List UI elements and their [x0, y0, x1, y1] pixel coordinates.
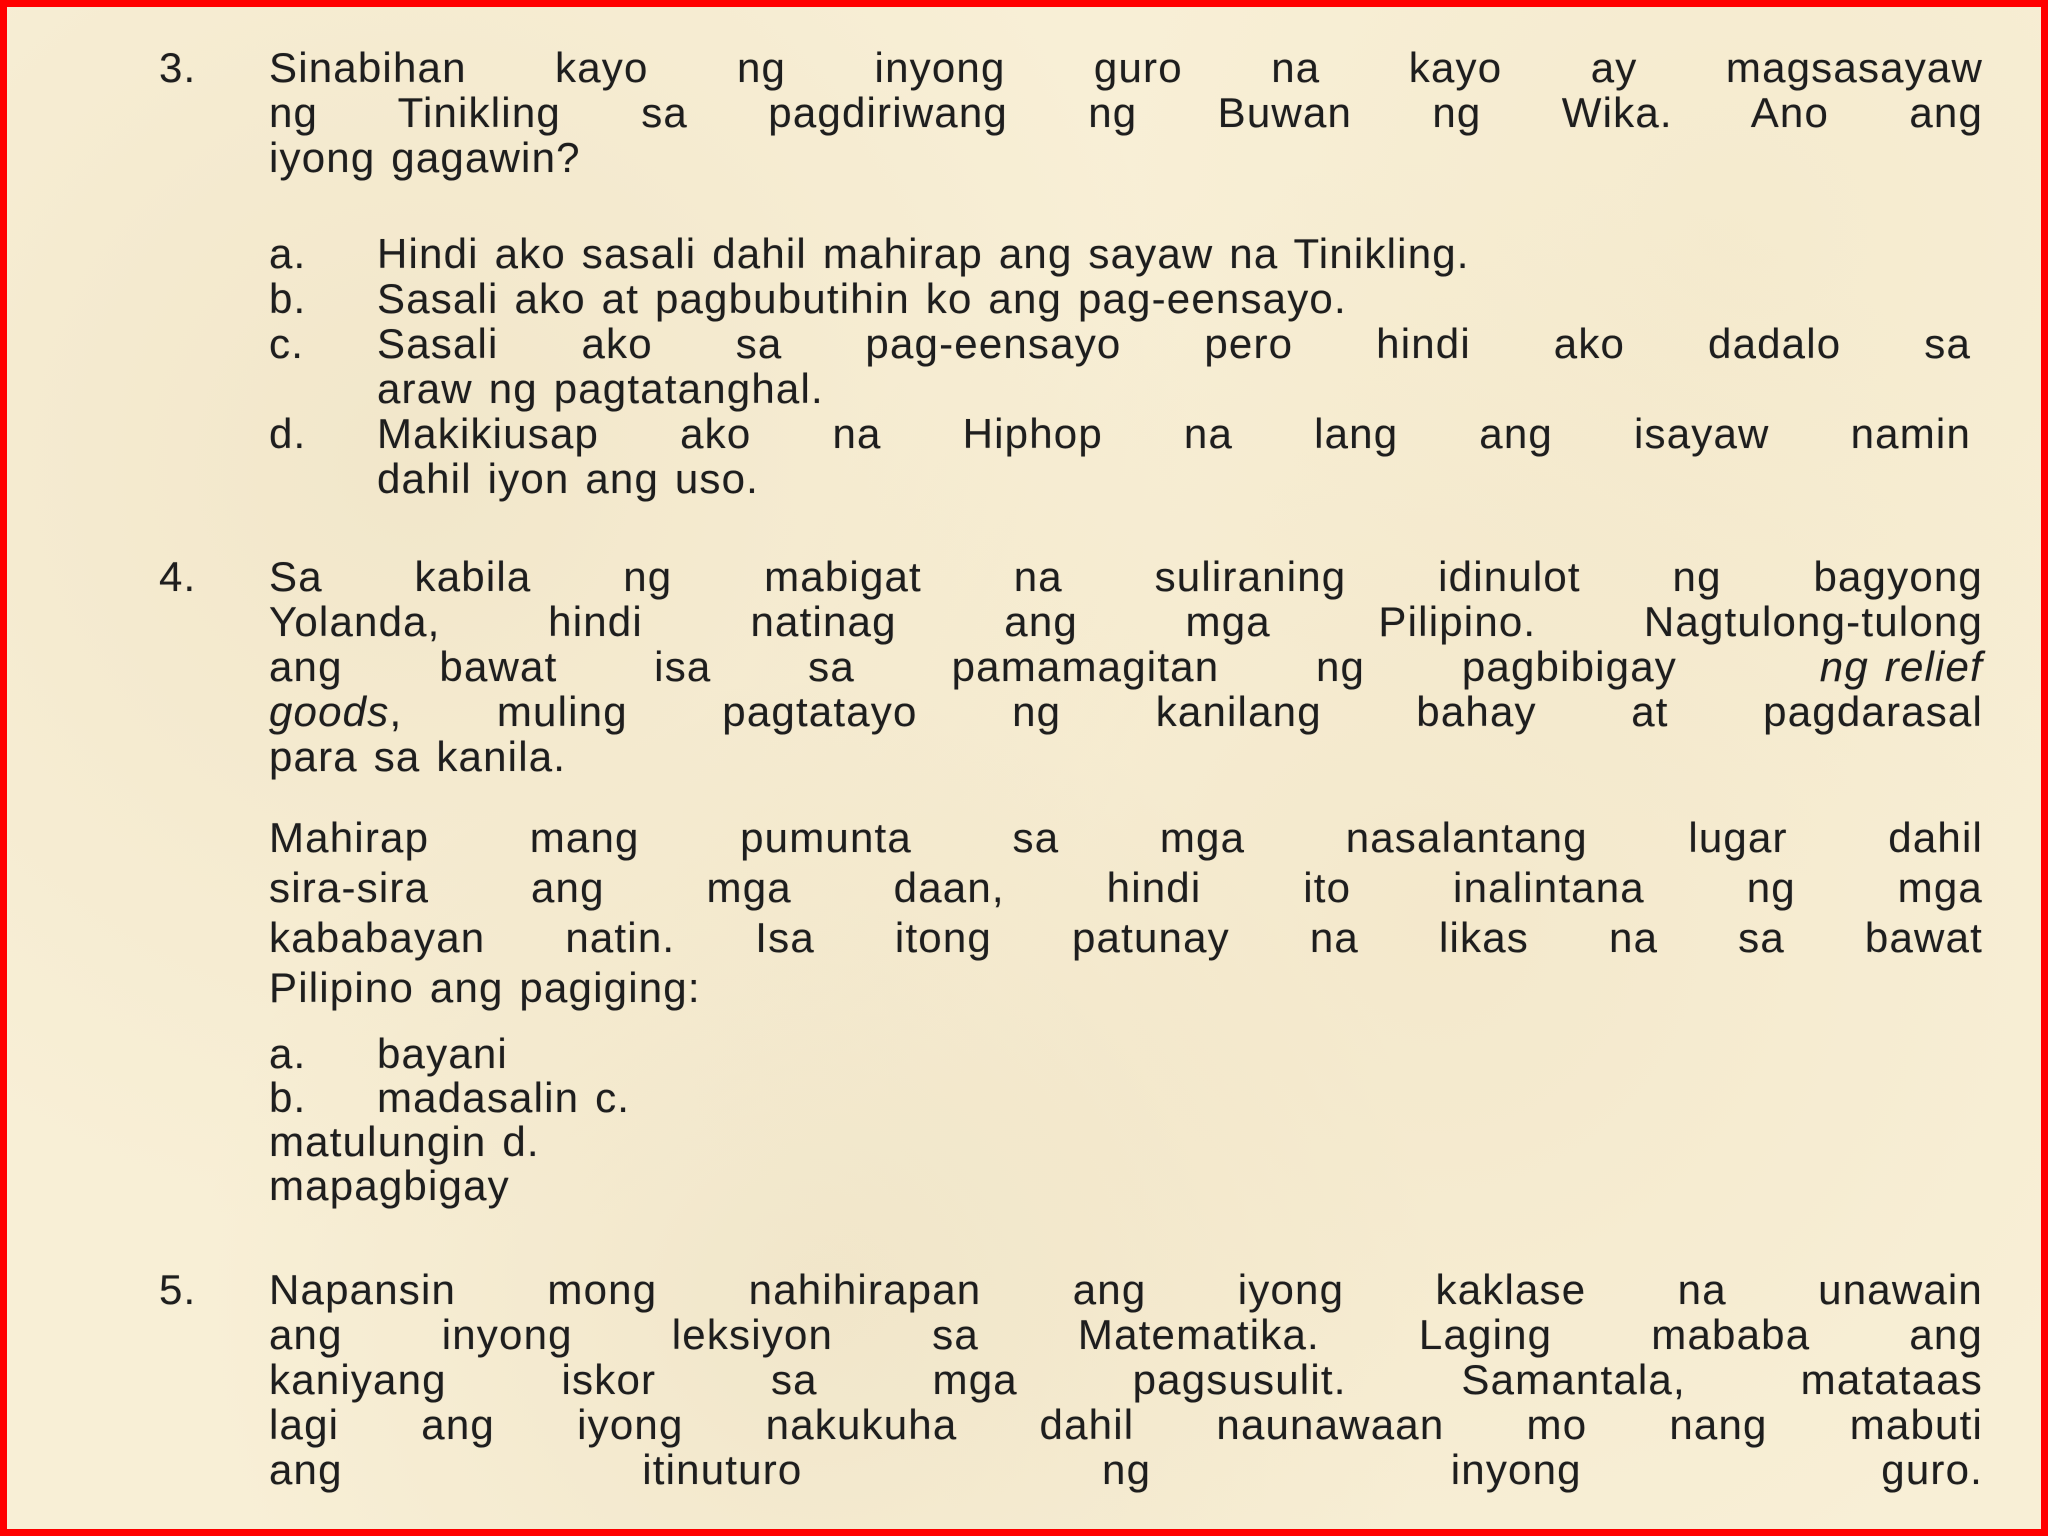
q4-option-b-text: madasalin c.	[377, 1074, 631, 1121]
q4-wrapped-line-2: mapagbigay	[269, 1162, 510, 1209]
q4-option-a-letter: a.	[269, 1030, 307, 1077]
q3-option-c-letter: c.	[269, 320, 305, 367]
question-5-line-2: ang inyong leksiyon sa Matematika. Laging mababa ang	[269, 1311, 1983, 1358]
question-4-p2-line-3: kababayan natin. Isa itong patunay na likas na sa bawat	[269, 914, 1983, 961]
q3-option-d-line-1: Makikiusap ako na Hiphop na lang ang isayaw namin	[377, 410, 1971, 457]
q3-option-d-line-2: dahil iyon ang uso.	[377, 455, 760, 502]
question-4-p2-line-2: sira-sira ang mga daan, hindi ito inalintana ng mga	[269, 864, 1983, 911]
q4-option-a-text: bayani	[377, 1030, 508, 1077]
question-5-line-4: lagi ang iyong nakukuha dahil naunawaan mo nang mabuti	[269, 1401, 1983, 1448]
question-5-line-3: kaniyang iskor sa mga pagsusulit. Samantala, matataas	[269, 1356, 1983, 1403]
question-3-line-1: Sinabihan kayo ng inyong guro na kayo ay magsasayaw	[269, 44, 1983, 91]
q3-option-a-letter: a.	[269, 230, 307, 277]
question-4-p2-line-1: Mahirap mang pumunta sa mga nasalantang lugar dahil	[269, 814, 1983, 861]
question-4-p1-line-1: Sa kabila ng mabigat na suliraning idinulot ng bagyong	[269, 553, 1983, 600]
question-4-p1-line-5: para sa kanila.	[269, 733, 567, 780]
question-4-p1-line-4-italic: goods	[269, 688, 390, 735]
question-3-line-3: iyong gagawin?	[269, 134, 581, 181]
question-4-p2-line-4: Pilipino ang pagiging:	[269, 964, 701, 1011]
question-4-p1-line-3-text: ang bawat isa sa pamamagitan ng pagbibigay	[269, 643, 1677, 690]
question-4-p1-line-2: Yolanda, hindi natinag ang mga Pilipino. Nagtulong-tulong	[269, 598, 1983, 645]
q3-option-c-line-2: araw ng pagtatanghal.	[377, 365, 824, 412]
q3-option-b-letter: b.	[269, 275, 307, 322]
question-3-number: 3.	[159, 44, 197, 91]
question-5-number: 5.	[159, 1266, 197, 1313]
q3-option-a-text: Hindi ako sasali dahil mahirap ang sayaw na Tinikling.	[377, 230, 1470, 277]
question-4-p1-line-3	[269, 644, 1983, 689]
q4-wrapped-line-1: matulungin d.	[269, 1118, 540, 1165]
question-4-number: 4.	[159, 553, 197, 600]
question-3-line-2: ng Tinikling sa pagdiriwang ng Buwan ng Wika. Ano ang	[269, 89, 1983, 136]
q3-option-c-line-1: Sasali ako sa pag-eensayo pero hindi ako dadalo sa	[377, 320, 1971, 367]
q3-option-d-letter: d.	[269, 410, 307, 457]
q4-option-b-letter: b.	[269, 1074, 307, 1121]
question-5-line-1: Napansin mong nahihirapan ang iyong kaklase na unawain	[269, 1266, 1983, 1313]
question-4-p1-line-4	[269, 689, 1983, 734]
question-4-p1-line-4-text: , muling pagtatayo ng kanilang bahay at pagdarasal	[389, 688, 1983, 735]
question-5-line-5: ang itinuturo ng inyong guro.	[269, 1446, 1983, 1493]
q3-option-b-text: Sasali ako at pagbubutihin ko ang pag-eensayo.	[377, 275, 1347, 322]
question-4-p1-line-3-italic: ng relief	[1819, 643, 1983, 690]
